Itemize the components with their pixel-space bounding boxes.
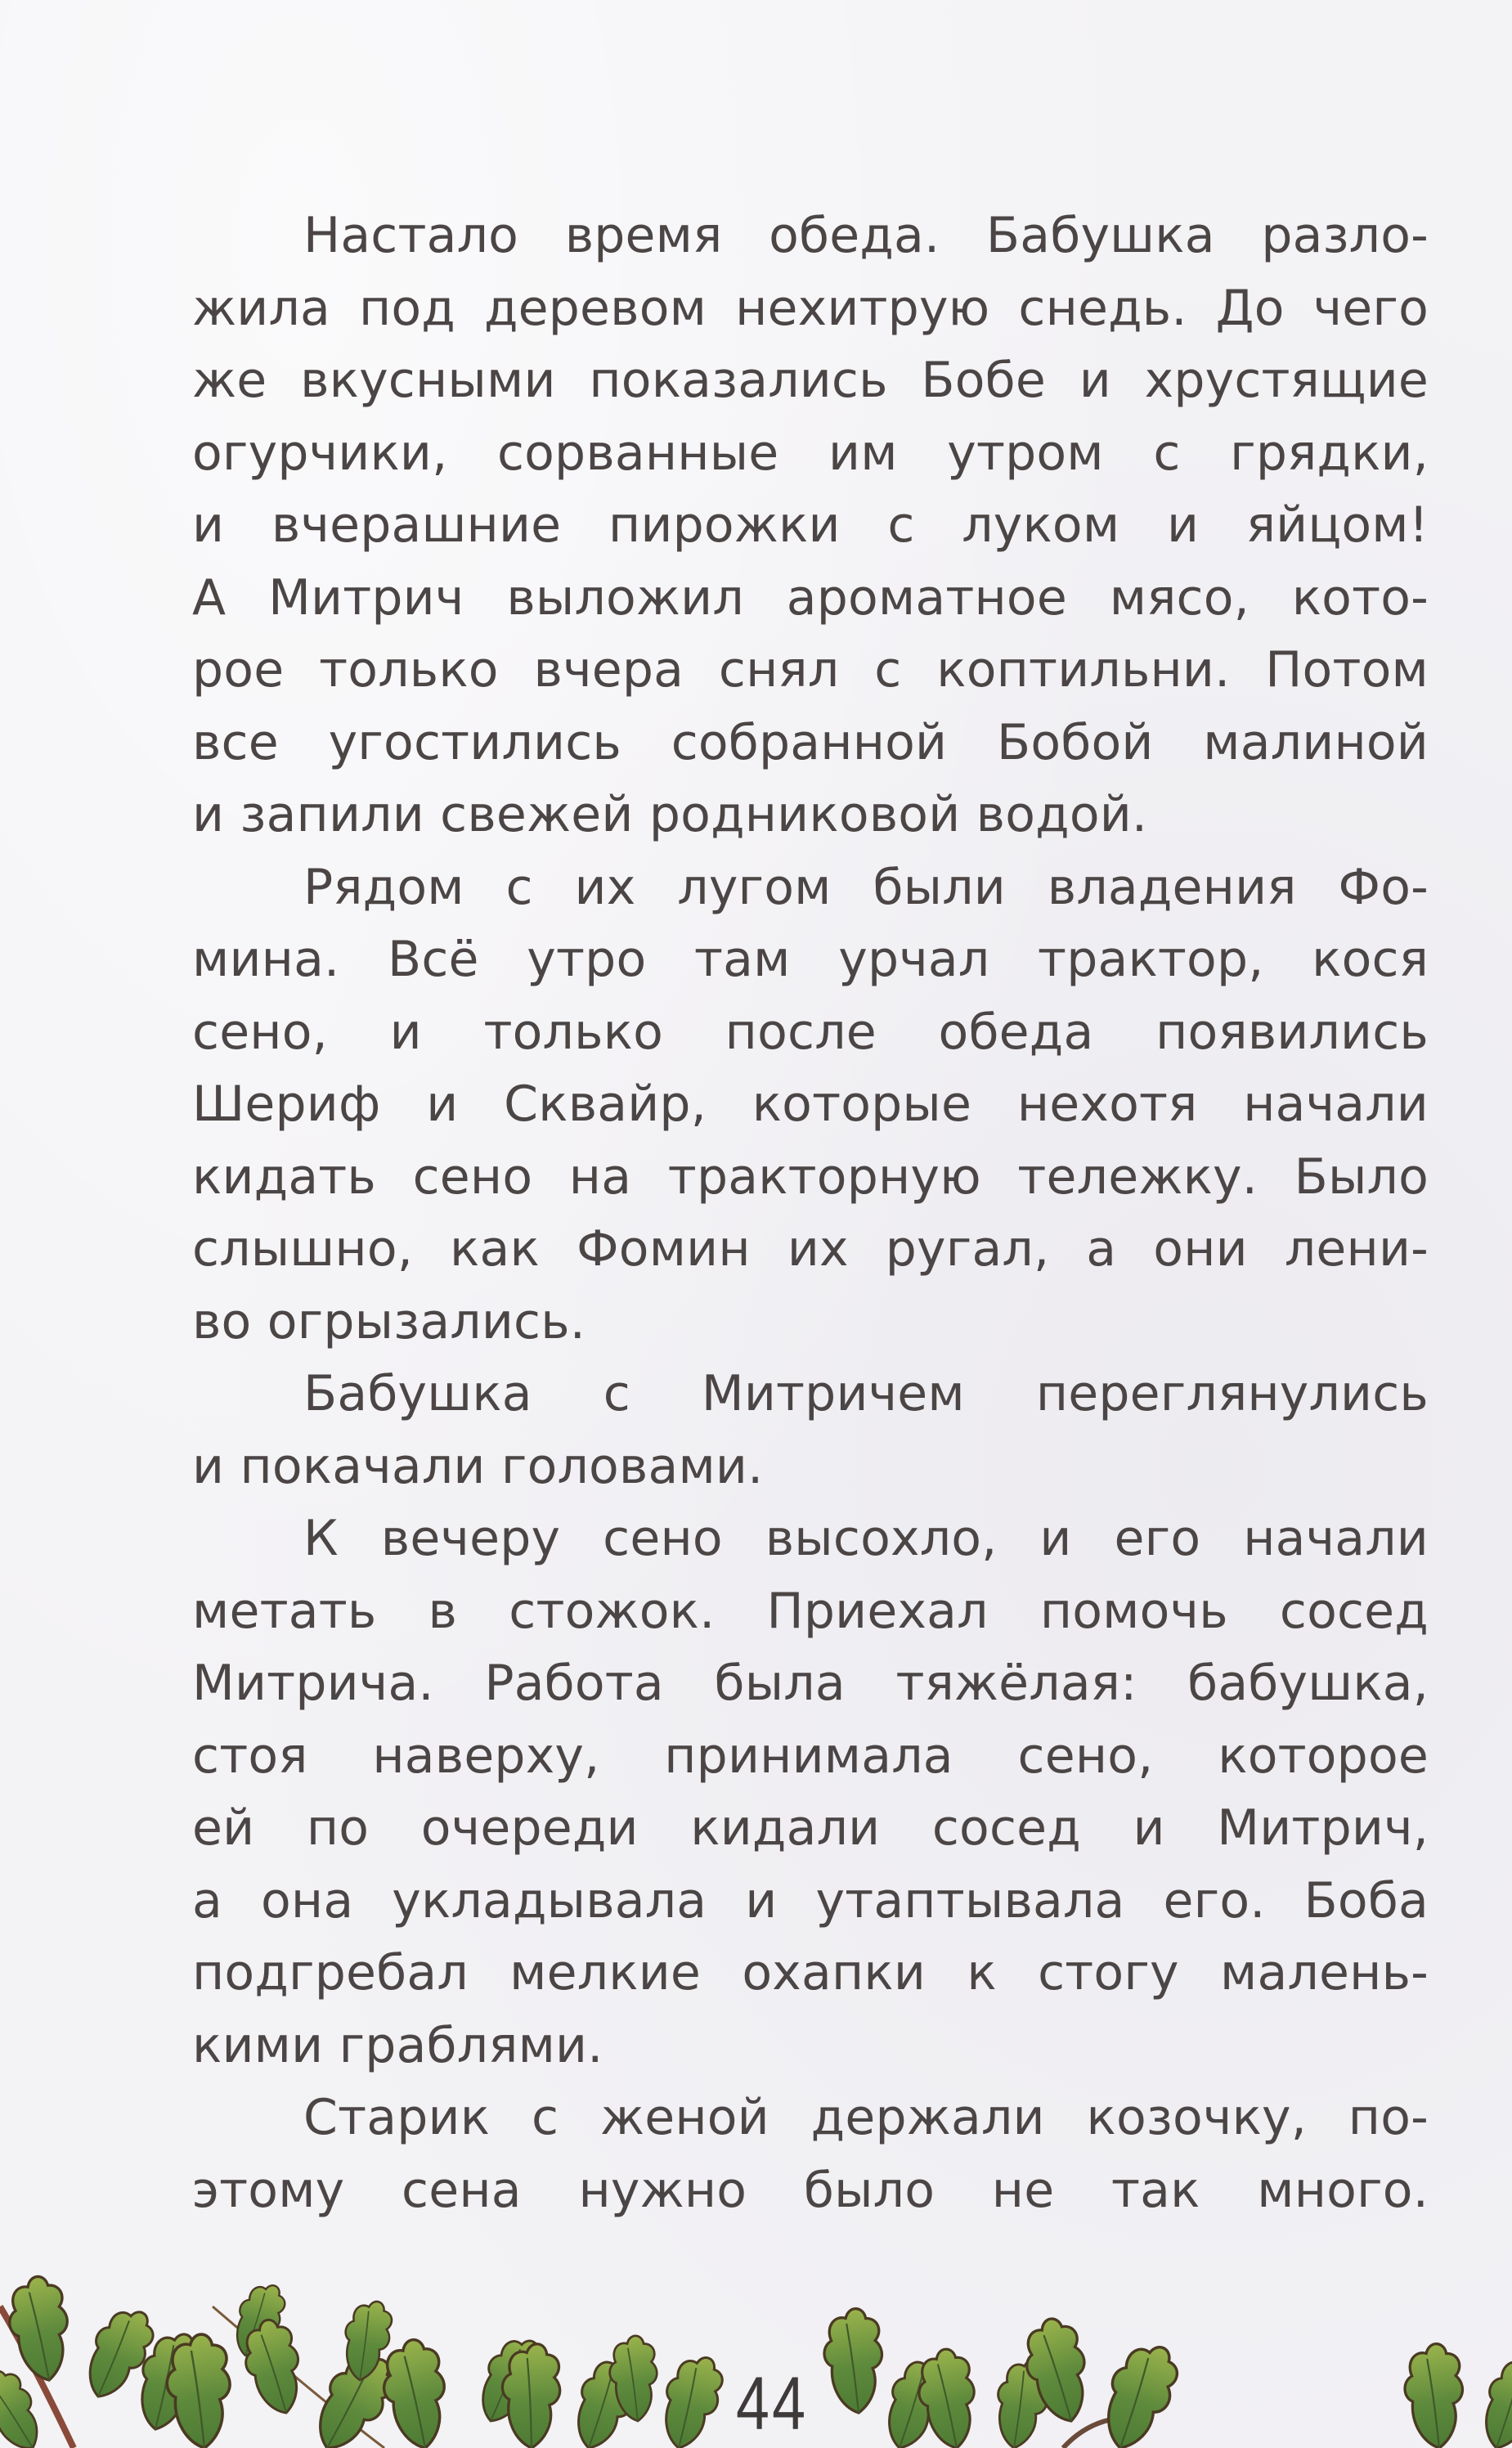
text-line: а она укладывала и утаптывала его. Боба [192, 1871, 1429, 1929]
text-line: и запили свежей родниковой водой. [192, 786, 1148, 843]
text-line: Настало время обеда. Бабушка разло- [303, 207, 1429, 264]
text-line: Митрича. Работа была тяжёлая: бабушка, [192, 1655, 1429, 1712]
text-line: А Митрич выложил ароматное мясо, кото- [192, 568, 1429, 627]
text-line: ей по очереди кидали сосед и Митрич, [192, 1799, 1429, 1857]
page-number: 44 [736, 2362, 809, 2446]
text-line: огурчики, сорванные им утром с грядки, [192, 424, 1429, 482]
text-line: и покачали головами. [192, 1437, 764, 1495]
text-line: кидать сено на тракторную тележку. Было [192, 1148, 1429, 1206]
text-line: во огрызались. [192, 1292, 586, 1350]
text-line: стоя наверху, принимала сено, которое [192, 1727, 1429, 1785]
paragraph [192, 1502, 1429, 2082]
paragraph [192, 200, 1429, 851]
text-line: Шериф и Сквайр, которые нехотя начали [192, 1076, 1429, 1133]
text-line: и вчерашние пирожки с луком и яйцом! [192, 496, 1429, 554]
text-line: К вечеру сено высохло, и его начали [303, 1510, 1429, 1567]
text-line: этому сена нужно было не так много. [192, 2161, 1429, 2219]
paragraph [192, 1358, 1429, 1502]
text-line: Старик с женой держали козочку, по- [303, 2089, 1429, 2146]
text-line: Рядом с их лугом были владения Фо- [303, 858, 1429, 916]
page-text [192, 200, 1429, 2226]
text-line: же вкусными показались Бобе и хрустящие [192, 352, 1429, 409]
text-line: кими граблями. [192, 2016, 603, 2074]
text-line: Бабушка с Митричем переглянулись [303, 1365, 1429, 1422]
text-line: рое только вчера снял с коптильни. Потом [192, 641, 1429, 698]
text-line: метать в стожок. Приехал помочь сосед [192, 1582, 1429, 1640]
text-line: мина. Всё утро там урчал трактор, кося [192, 931, 1429, 988]
text-line: все угостились собранной Бобой малиной [192, 713, 1429, 771]
text-line: слышно, как Фомин их ругал, а они лени- [192, 1220, 1429, 1278]
paragraph [192, 2082, 1429, 2226]
paragraph [192, 851, 1429, 1359]
text-line: подгребал мелкие охапки к стогу малень- [192, 1944, 1429, 2001]
text-line: жила под деревом нехитрую снедь. До чего [192, 279, 1429, 337]
text-line: сено, и только после обеда появились [192, 1003, 1429, 1061]
